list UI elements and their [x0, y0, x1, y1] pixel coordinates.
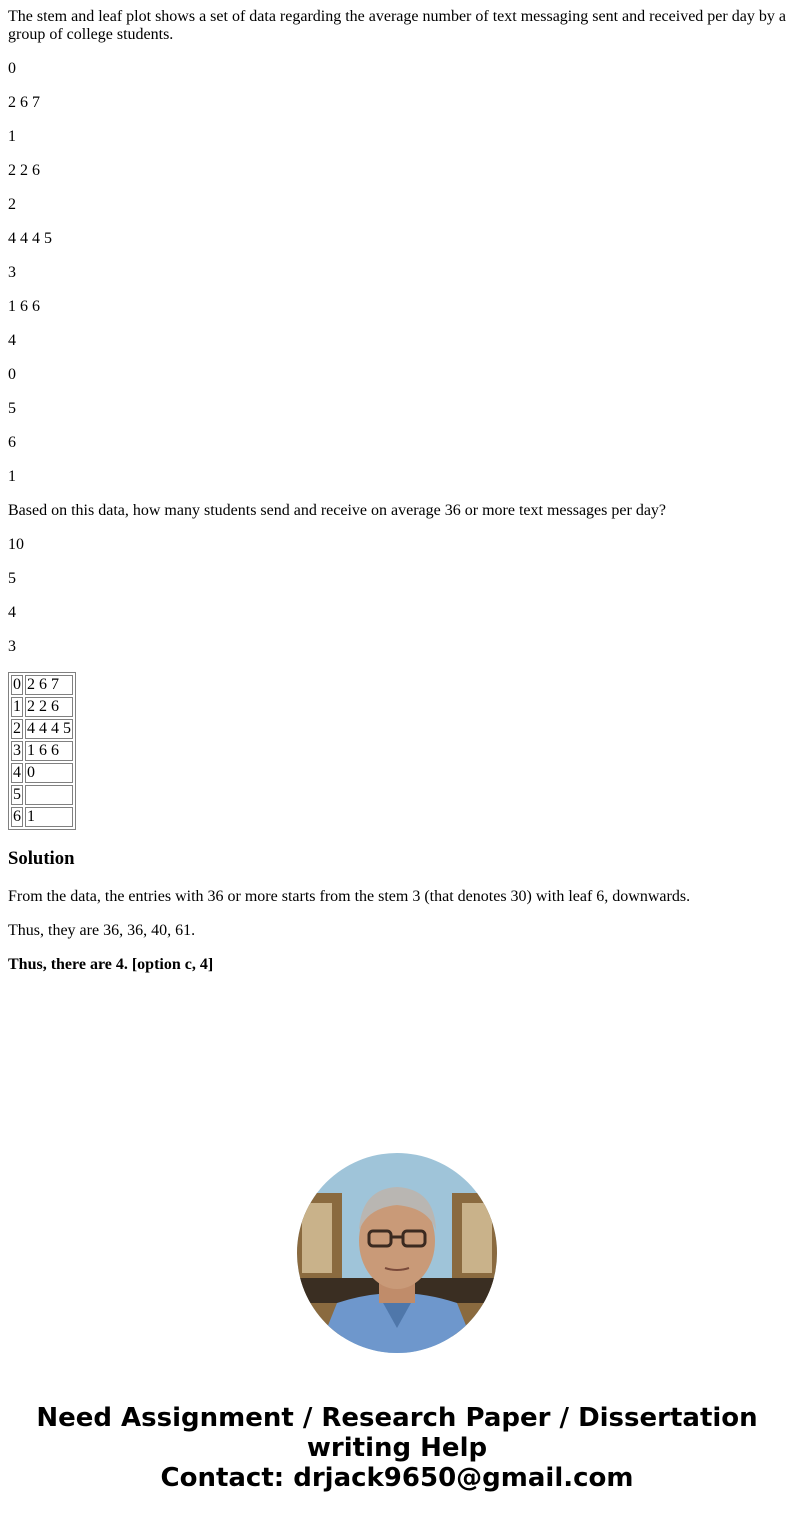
table-row — [11, 807, 73, 827]
flat-line: 1 — [8, 128, 16, 145]
table-row — [11, 763, 73, 783]
stem-cell: 6 — [13, 808, 21, 825]
promo-contact: Contact: drjack9650@gmail.com — [160, 1463, 634, 1493]
leaf-cell: 4 4 4 5 — [27, 720, 71, 737]
leaf-cell: 0 — [25, 763, 73, 783]
stem-cell: 4 — [13, 764, 21, 781]
stem-cell: 5 — [13, 786, 21, 803]
table-row — [11, 697, 73, 717]
stem-leaf-table — [8, 672, 76, 830]
leaf-cell: 1 6 6 — [25, 741, 73, 761]
leaf-cell: 2 2 6 — [25, 697, 73, 717]
table-row — [11, 785, 73, 805]
answer-option: 3 — [8, 638, 16, 655]
stem-cell: 2 — [13, 720, 21, 737]
author-avatar — [297, 1153, 497, 1353]
flat-line: 1 — [8, 468, 16, 485]
solution-line: Thus, they are 36, 36, 40, 61. — [8, 922, 196, 939]
flat-line: 5 — [8, 400, 16, 417]
table-row — [11, 741, 73, 761]
flat-line: 0 — [8, 366, 16, 383]
flat-line: 4 4 4 5 — [8, 230, 52, 247]
table-row — [11, 719, 73, 739]
flat-line: 2 — [8, 196, 16, 213]
solution-heading: Solution — [8, 848, 75, 869]
flat-line: 2 6 7 — [8, 94, 40, 111]
flat-line: 4 — [8, 332, 16, 349]
flat-line: 2 2 6 — [8, 162, 40, 179]
answer-option: 5 — [8, 570, 16, 587]
leaf-cell: 2 6 7 — [25, 675, 73, 695]
flat-line: 3 — [8, 264, 16, 281]
solution-answer: Thus, there are 4. [option c, 4] — [8, 956, 214, 973]
promo-line: Need Assignment / Research Paper / Dissertation — [36, 1403, 758, 1433]
solution-line: From the data, the entries with 36 or more starts from the stem 3 (that denotes 30) with leaf 6, downwards. — [8, 888, 691, 905]
promo-banner — [0, 1403, 794, 1493]
answer-option: 10 — [8, 536, 24, 553]
stem-cell: 3 — [13, 742, 21, 759]
flat-line: 0 — [8, 60, 16, 77]
question-prompt: Based on this data, how many students send and receive on average 36 or more text messages per day? — [8, 502, 667, 519]
stem-cell: 0 — [13, 676, 21, 693]
flat-line: 1 6 6 — [8, 298, 40, 315]
question-intro: The stem and leaf plot shows a set of data regarding the average number of text messaging sent and received per day by a group of college students. — [8, 8, 786, 43]
answer-option: 4 — [8, 604, 16, 621]
promo-line: writing Help — [306, 1433, 488, 1463]
table-row — [11, 675, 73, 695]
leaf-cell — [25, 785, 73, 805]
leaf-cell: 1 — [25, 807, 73, 827]
flat-line: 6 — [8, 434, 16, 451]
stem-cell: 1 — [13, 698, 21, 715]
